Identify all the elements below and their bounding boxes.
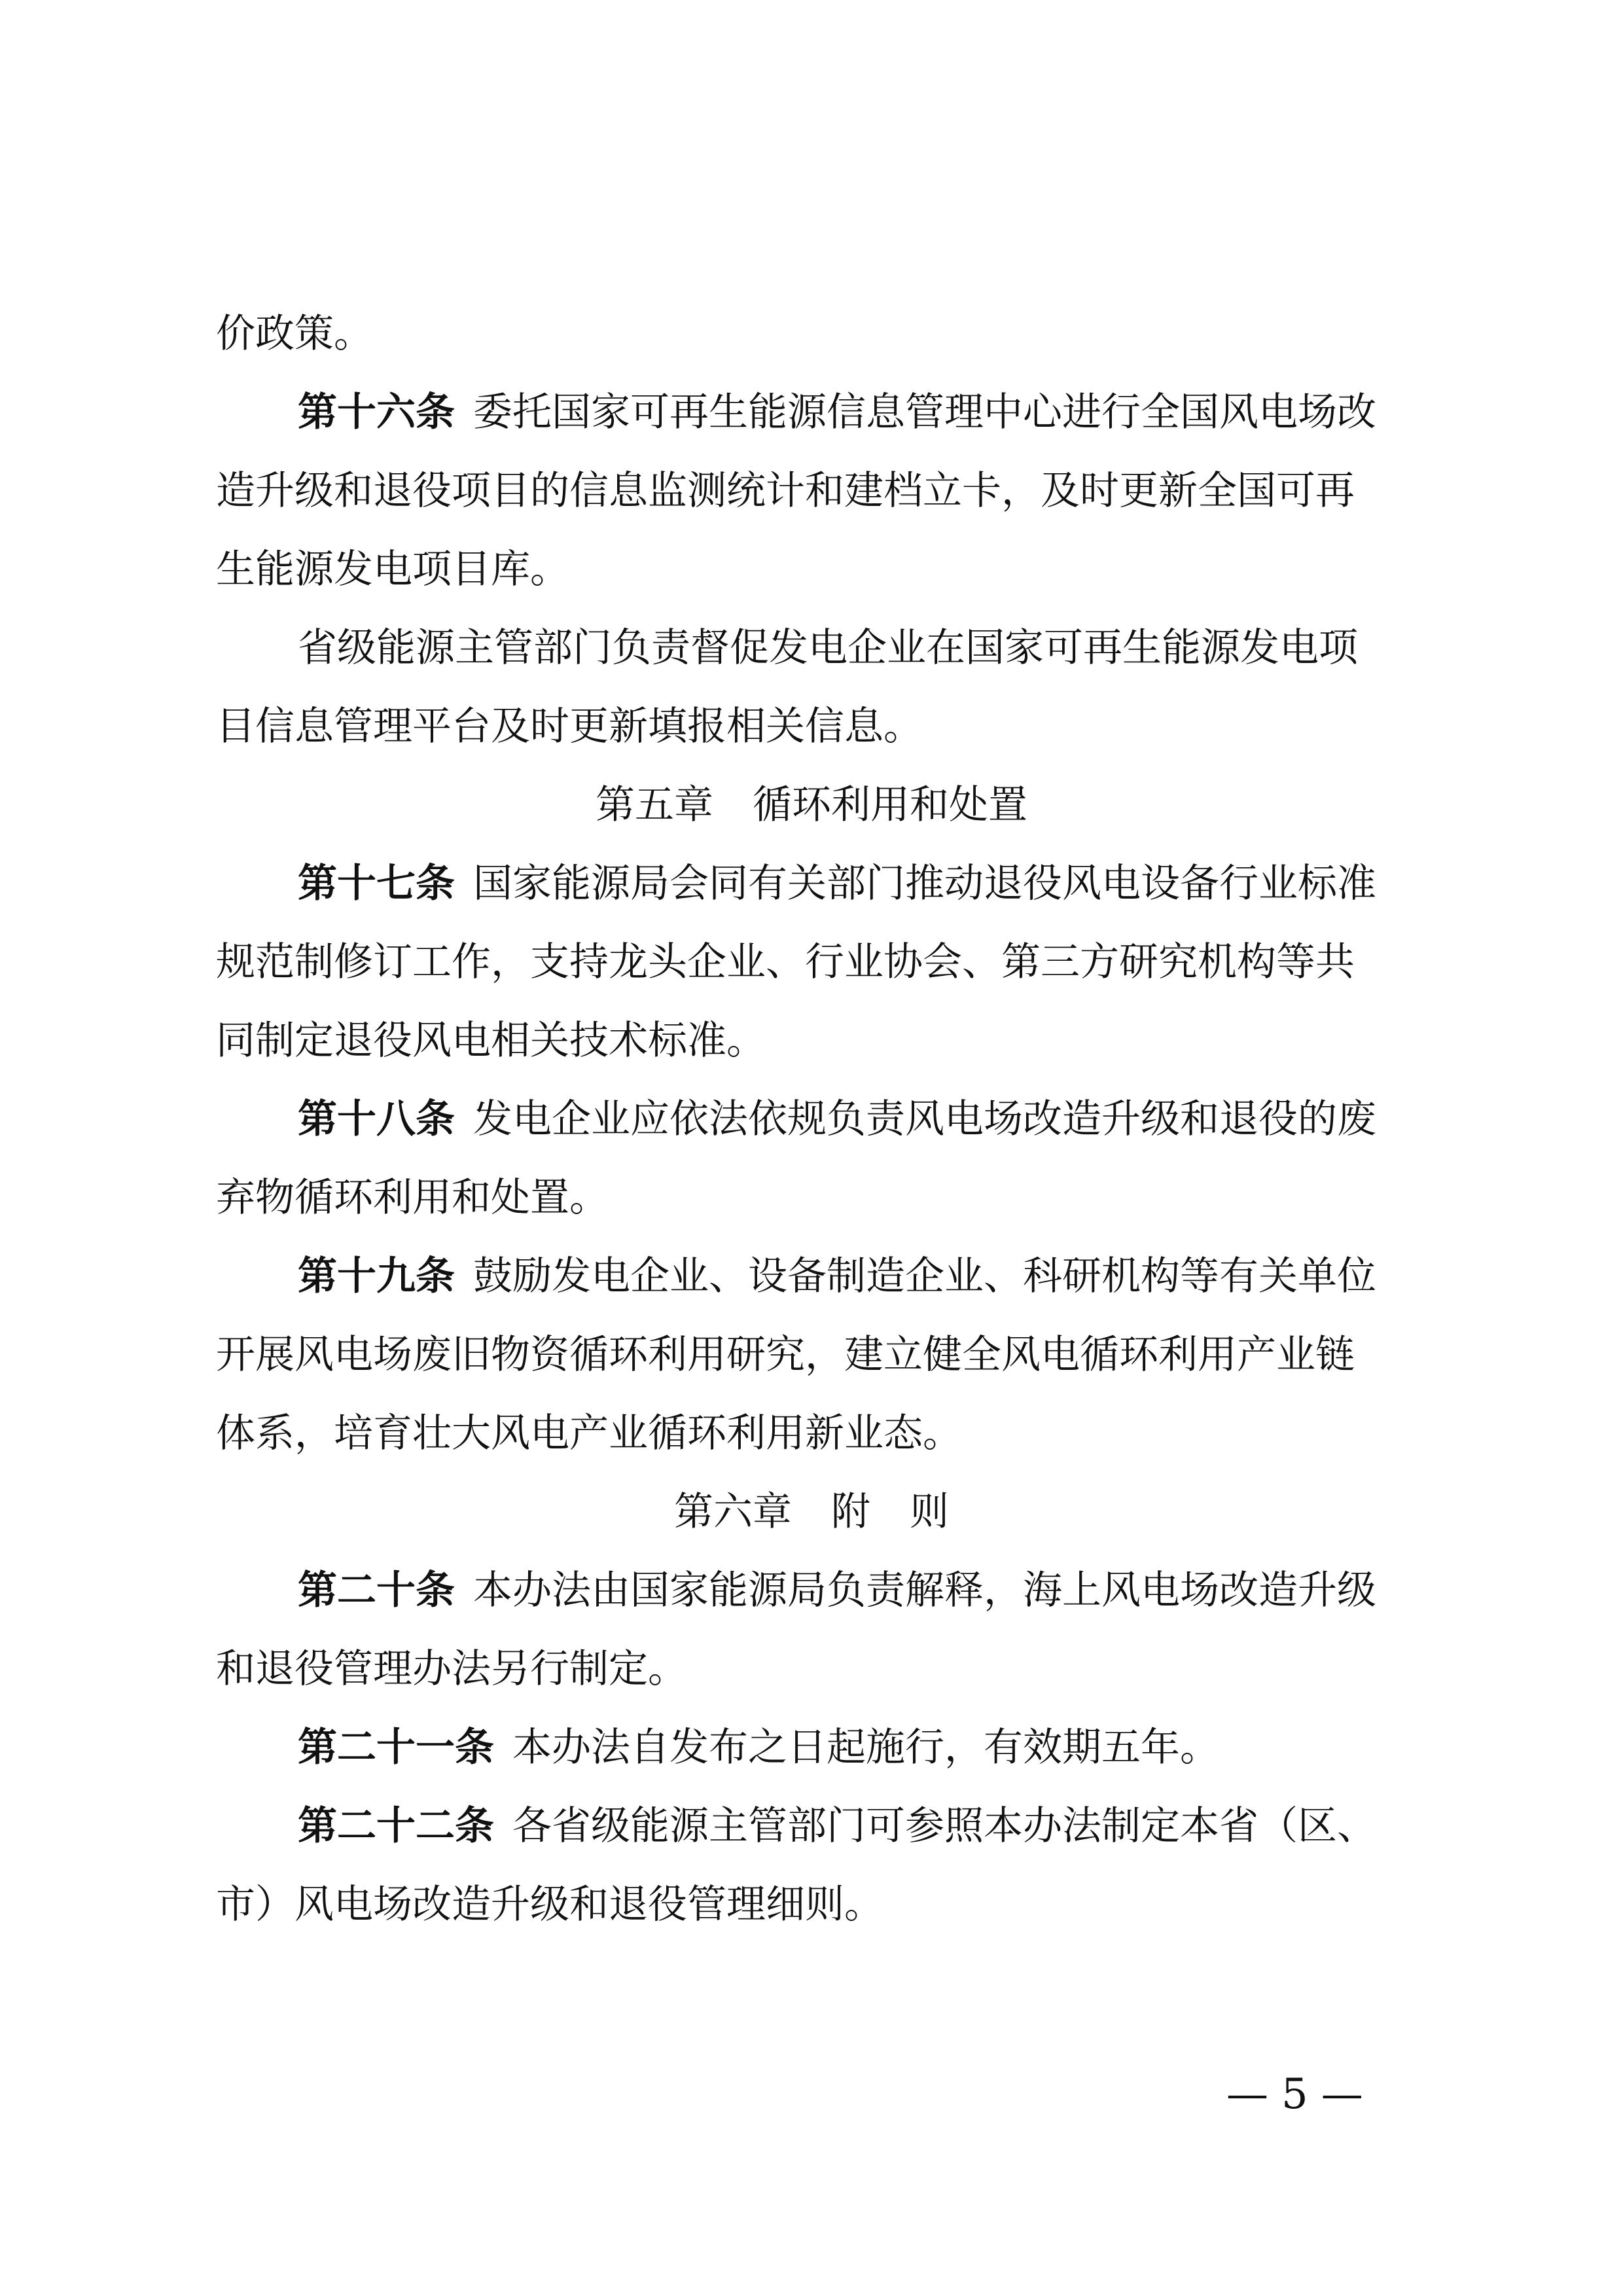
paragraph-line: 生能源发电项目库。	[216, 547, 569, 592]
article-17-label: 第十七条	[298, 861, 455, 906]
article-20-line	[298, 1564, 1376, 1617]
chapter-6-title-b: 则	[910, 1489, 949, 1535]
paragraph-line: 规范制修订工作，支持龙头企业、行业协会、第三方研究机构等共	[216, 939, 1355, 985]
page-number: 5	[1281, 2070, 1308, 2119]
article-22-text: 各省级能源主管部门可参照本办法制定本省（区、	[512, 1803, 1376, 1849]
paragraph-line: 目信息管理平台及时更新填报相关信息。	[216, 704, 923, 749]
article-21-line	[298, 1721, 1219, 1774]
article-18-label: 第十八条	[298, 1096, 455, 1142]
article-22-line	[298, 1800, 1376, 1852]
page-footer	[1224, 2068, 1366, 2121]
footer-dash-left: —	[1226, 2070, 1268, 2119]
article-20-text: 本办法由国家能源局负责解释，海上风电场改造升级	[473, 1568, 1376, 1613]
article-20-label: 第二十条	[298, 1568, 455, 1613]
article-17-text: 国家能源局会同有关部门推动退役风电设备行业标准	[473, 861, 1376, 906]
article-19-line	[298, 1250, 1376, 1302]
paragraph-line: 市）风电场改造升级和退役管理细则。	[216, 1882, 883, 1928]
paragraph-line: 开展风电场废旧物资循环利用研究，建立健全风电循环利用产业链	[216, 1332, 1355, 1378]
article-16-text: 委托国家可再生能源信息管理中心进行全国风电场改	[473, 389, 1376, 435]
article-22-label: 第二十二条	[298, 1803, 494, 1849]
chapter-5-number: 第五章	[596, 782, 713, 828]
chapter-6-heading	[0, 1486, 1623, 1538]
chapter-5-heading	[0, 779, 1623, 831]
paragraph-line: 省级能源主管部门负责督促发电企业在国家可再生能源发电项	[298, 625, 1358, 671]
article-21-text: 本办法自发布之日起施行，有效期五年。	[512, 1725, 1219, 1770]
chapter-6-title-a: 附	[831, 1489, 870, 1535]
paragraph-line: 弃物循环利用和处置。	[216, 1175, 609, 1221]
article-16-label: 第十六条	[298, 389, 455, 435]
article-19-label: 第十九条	[298, 1253, 455, 1299]
chapter-5-title: 循环利用和处置	[753, 782, 1027, 828]
article-16-line	[298, 386, 1376, 439]
footer-dash-right: —	[1321, 2070, 1363, 2119]
paragraph-line: 造升级和退役项目的信息监测统计和建档立卡，及时更新全国可再	[216, 468, 1355, 514]
paragraph-line: 价政策。	[216, 311, 373, 357]
article-17-line	[298, 857, 1376, 910]
article-18-text: 发电企业应依法依规负责风电场改造升级和退役的废	[473, 1096, 1376, 1142]
paragraph-line: 同制定退役风电相关技术标准。	[216, 1018, 766, 1064]
paragraph-line: 和退役管理办法另行制定。	[216, 1646, 687, 1692]
article-18-line	[298, 1093, 1376, 1145]
article-19-text: 鼓励发电企业、设备制造企业、科研机构等有关单位	[473, 1253, 1376, 1299]
paragraph-line: 体系，培育壮大风电产业循环利用新业态。	[216, 1410, 962, 1456]
article-21-label: 第二十一条	[298, 1725, 494, 1770]
chapter-6-number: 第六章	[674, 1489, 792, 1535]
